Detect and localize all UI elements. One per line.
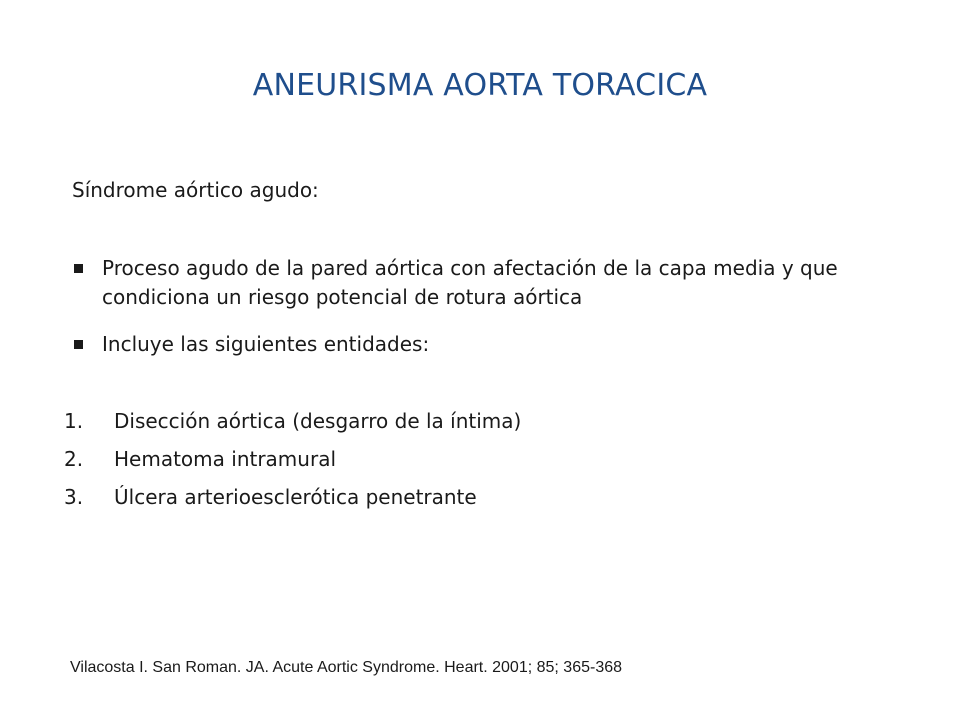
item-text: Disección aórtica (desgarro de la íntima)	[114, 409, 522, 433]
item-text: Úlcera arterioesclerótica penetrante	[114, 485, 477, 509]
numbered-item	[64, 406, 521, 436]
bullet-item	[72, 254, 892, 312]
numbered-list	[64, 406, 521, 520]
bullet-text: Incluye las siguientes entidades:	[102, 332, 430, 356]
square-bullet-icon	[74, 340, 83, 349]
bullet-item	[72, 330, 892, 359]
slide-title: ANEURISMA AORTA TORACICA	[252, 68, 708, 103]
square-bullet-icon	[74, 264, 83, 273]
item-number: 3.	[64, 485, 84, 509]
numbered-item	[64, 444, 521, 474]
citation: Vilacosta I. San Roman. JA. Acute Aortic Syndrome. Heart. 2001; 85; 365-368	[70, 659, 623, 676]
item-text: Hematoma intramural	[114, 447, 337, 471]
bullet-text: Proceso agudo de la pared aórtica con afectación de la capa media y que condiciona un riesgo potencial de rotura aórtica	[102, 256, 838, 309]
slide-subtitle: Síndrome aórtico agudo:	[72, 178, 319, 202]
bullet-list	[72, 254, 892, 377]
numbered-item	[64, 482, 521, 512]
item-number: 1.	[64, 409, 84, 433]
item-number: 2.	[64, 447, 84, 471]
